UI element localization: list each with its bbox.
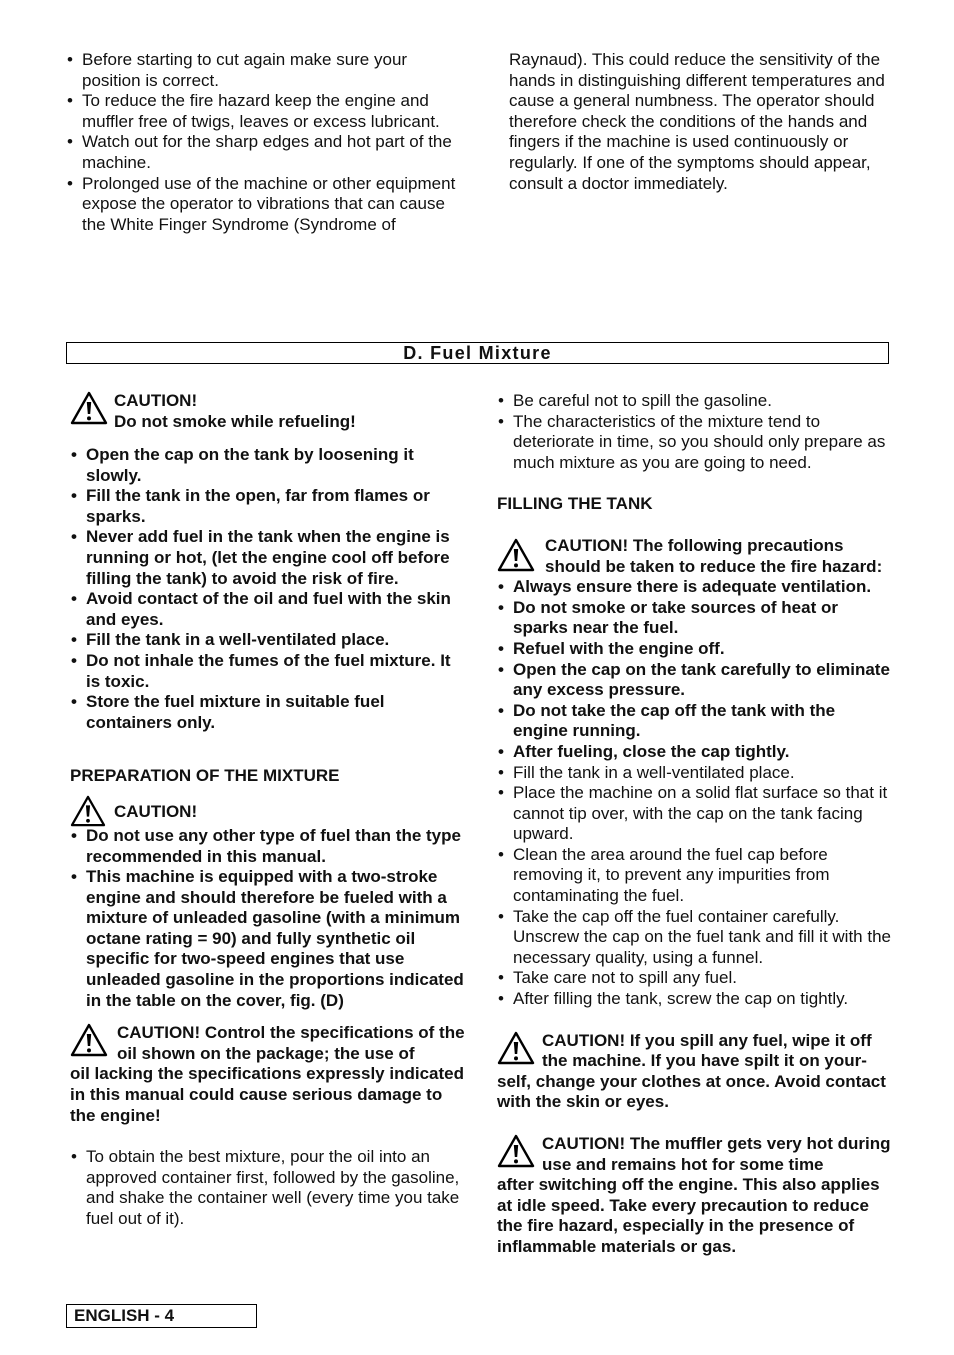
caution-no-smoking xyxy=(70,391,466,433)
caution-preparation xyxy=(70,795,466,829)
caution-text-first: CAUTION! If you spill any fuel, wipe it off the machine. If you have spilt it on your- xyxy=(542,1030,872,1071)
caution-text-rest: oil lacking the specifications expressly indicated in this manual could cause serious damage to the engine! xyxy=(70,1064,464,1125)
left-column xyxy=(70,391,466,1230)
caution-title: CAUTION! xyxy=(114,801,198,821)
mixture-notes-list xyxy=(497,391,893,473)
section-heading: D. Fuel Mixture xyxy=(66,342,889,364)
list-item: • Be careful not to spill the gasoline. xyxy=(497,391,893,412)
list-item: • After filling the tank, screw the cap on tightly. xyxy=(497,989,893,1010)
list-item: • Place the machine on a solid flat surface so that it cannot tip over, with the cap on the tank facing upward. xyxy=(497,783,893,845)
caution-text-rest: self, change your clothes at once. Avoid contact with the skin or eyes. xyxy=(497,1071,886,1112)
list-item: • Fill the tank in a well-ventilated place. xyxy=(70,630,466,651)
list-item: • Never add fuel in the tank when the engine is running or hot, (let the engine cool off before filling the tank) to avoid the risk of fire. xyxy=(70,527,466,589)
list-item: • Fill the tank in the open, far from flames or sparks. xyxy=(70,486,466,527)
top-right-column xyxy=(509,50,889,194)
filling-steps-list xyxy=(497,763,893,1010)
warning-triangle-icon xyxy=(497,538,535,572)
caution-text: Do not smoke while refueling! xyxy=(114,411,356,431)
list-item: • Take the cap off the fuel container carefully. Unscrew the cap on the fuel tank and fill it with the necessary quality, using a funnel. xyxy=(497,907,893,969)
refuel-safety-list xyxy=(70,445,466,733)
warning-triangle-icon xyxy=(70,1023,108,1057)
vibration-paragraph: Raynaud). This could reduce the sensitivity of the hands in distinguishing different temperatures and cause a general numbness. The operator should therefore check the conditions of the hands and fingers if the machine is used continuously or regularly. If one of the symptoms should appear, consult a doctor immediately. xyxy=(509,50,885,193)
caution-text-first: CAUTION! Control the specifications of the oil shown on the package; the use of xyxy=(117,1023,465,1063)
caution-muffler-hot xyxy=(497,1134,893,1258)
list-item: • Avoid contact of the oil and fuel with the skin and eyes. xyxy=(70,589,466,630)
list-item: • Clean the area around the fuel cap before removing it, to prevent any impurities from contaminating the fuel. xyxy=(497,845,893,907)
list-item: • To obtain the best mixture, pour the oil into an approved container first, followed by the gasoline, and shake the container well (every time you take fuel out of it). xyxy=(70,1147,466,1229)
page-footer-label: ENGLISH - 4 xyxy=(66,1304,257,1328)
caution-text: CAUTION! The following precautions should be taken to reduce the fire hazard: xyxy=(545,535,883,576)
list-item: • The characteristics of the mixture tend to deteriorate in time, so you should only prepare as much mixture as you are going to need. xyxy=(497,412,893,474)
list-item: • Prolonged use of the machine or other equipment expose the operator to vibrations that can cause the White Finger Syndrome (Syndrome of xyxy=(66,174,466,236)
warning-triangle-icon xyxy=(497,1031,535,1065)
warning-triangle-icon xyxy=(497,1134,535,1168)
list-item: • Do not inhale the fumes of the fuel mixture. It is toxic. xyxy=(70,651,466,692)
list-item: • Watch out for the sharp edges and hot part of the machine. xyxy=(66,132,466,173)
top-left-column xyxy=(66,50,466,235)
list-item: • This machine is equipped with a two-stroke engine and should therefore be fueled with a mixture of unleaded gasoline (with a minimum octane rating = 90) and fully synthetic oil specific for two-speed engines that use unleaded gasoline in the proportions indicated in the table on the cover, fig. (D) xyxy=(70,867,466,1011)
fuel-type-list xyxy=(70,826,466,1011)
preparation-heading: PREPARATION OF THE MIXTURE xyxy=(70,766,340,786)
right-column xyxy=(497,391,893,1258)
mixing-list xyxy=(70,1147,466,1229)
top-left-list xyxy=(66,50,466,235)
list-item: • Take care not to spill any fuel. xyxy=(497,968,893,989)
list-item: • Open the cap on the tank by loosening it slowly. xyxy=(70,445,466,486)
warning-triangle-icon xyxy=(70,795,106,827)
caution-spill xyxy=(497,1031,893,1113)
caution-text-first: CAUTION! The muffler gets very hot during use and remains hot for some time xyxy=(542,1134,891,1174)
caution-title: CAUTION! xyxy=(114,391,198,410)
list-item: • Refuel with the engine off. xyxy=(497,639,893,660)
filling-heading: FILLING THE TANK xyxy=(497,494,653,514)
list-item: • After fueling, close the cap tightly. xyxy=(497,742,893,763)
fire-precautions-list xyxy=(497,577,893,762)
caution-fire-hazard xyxy=(497,536,893,577)
caution-text-rest: after switching off the engine. This also applies at idle speed. Take every precaution to reduce the fire hazard, especially in the presence of inflammable materials or gas. xyxy=(497,1175,880,1256)
list-item: • Do not smoke or take sources of heat or sparks near the fuel. xyxy=(497,598,893,639)
list-item: • Do not take the cap off the tank with the engine running. xyxy=(497,701,893,742)
list-item: • Fill the tank in a well-ventilated place. xyxy=(497,763,893,784)
list-item: • Open the cap on the tank carefully to eliminate any excess pressure. xyxy=(497,660,893,701)
list-item: • Do not use any other type of fuel than the type recommended in this manual. xyxy=(70,826,466,867)
list-item: • To reduce the fire hazard keep the engine and muffler free of twigs, leaves or excess lubricant. xyxy=(66,91,466,132)
warning-triangle-icon xyxy=(70,391,108,425)
list-item: • Always ensure there is adequate ventilation. xyxy=(497,577,893,598)
caution-oil-specs xyxy=(70,1023,466,1126)
list-item: • Before starting to cut again make sure your position is correct. xyxy=(66,50,466,91)
list-item: • Store the fuel mixture in suitable fuel containers only. xyxy=(70,692,466,733)
